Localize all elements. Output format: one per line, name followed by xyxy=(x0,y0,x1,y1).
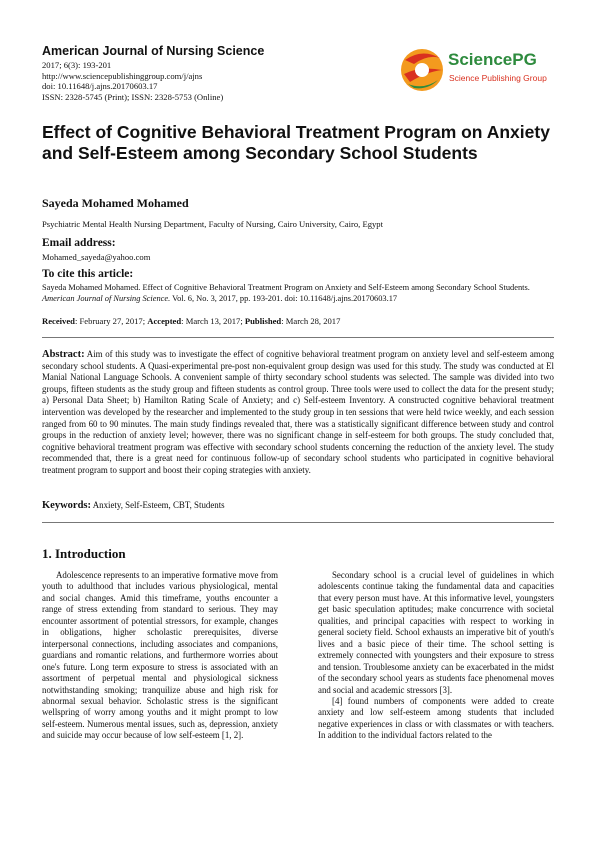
accepted-date: : March 13, 2017; xyxy=(181,316,245,326)
article-dates xyxy=(42,316,340,326)
logo-name: SciencePG xyxy=(448,50,537,69)
column-right xyxy=(318,570,554,742)
author-name: Sayeda Mohamed Mohamed xyxy=(42,196,189,210)
keywords-label: Keywords: xyxy=(42,500,91,511)
article-title: Effect of Cognitive Behavioral Treatment Program on Anxiety and Self-Esteem among Secondary School Students xyxy=(42,122,550,163)
intro-paragraph-2: Secondary school is a crucial level of guidelines in which adolescents continue taking the fundamental data and capacities that every person must have. At this informative level, youngsters get basic speculation aptitudes; make concurrence with societal qualities, and principal capacities with respect to working in general society field. School exhausts an imperative bit of youth's lives and a basic piece of their time. The school setting is extremely connected with youngsters and their exposure to stress and tension. Troublesome anxiety can be exacerbated in the midst of the secondary school years as students face phenomenal moves and social and academic stressors [3]. xyxy=(318,570,554,695)
author-affiliation: Psychiatric Mental Health Nursing Department, Faculty of Nursing, Cairo University, Cairo, Egypt xyxy=(42,219,383,229)
abstract-label: Abstract: xyxy=(42,349,85,360)
doi: doi: 10.11648/j.ajns.20170603.17 xyxy=(42,81,158,91)
intro-paragraph-1: Adolescence represents to an imperative formative move from youth to adulthood that includes various physiological, mental and social changes. Amid this timeframe, youths encounter a range of stress extending from standard to serious. They may encounter assortment of potential stressors, for example, changes in obligations, higher scholastic prerequisites, diverse interpersonal connections, including associates and companions, guardians and romantic relations, and furthermore worries about one's future. Long term exposure to stress is associated with an assortment of perpetual mental and physiological sickness notwithstanding smoking; tranquilize abuse and high risk for abnormal sexual behavior. Scholastic stress is the significant wellspring of worry among youths and it might prompt to low self-esteem. Numerous mental issues, such as, depression, anxiety and suicide may occur because of low self-esteem [1, 2]. xyxy=(42,570,278,741)
cite-heading: To cite this article: xyxy=(42,268,134,280)
volume-pages: 2017; 6(3): 193-201 xyxy=(42,60,112,70)
divider-top xyxy=(42,337,554,338)
citation-journal: American Journal of Nursing Science. xyxy=(42,294,171,304)
citation-part-1: Sayeda Mohamed Mohamed. Effect of Cognitive Behavioral Treatment Program on Anxiety and Self-Esteem among Secondary School Students. xyxy=(42,283,530,292)
journal-url[interactable]: http://www.sciencepublishinggroup.com/j/ajns xyxy=(42,70,203,81)
abstract xyxy=(42,349,554,477)
section-heading-introduction: 1. Introduction xyxy=(42,546,126,561)
column-left xyxy=(42,570,278,742)
accepted-label: Accepted xyxy=(147,316,182,326)
published-date: : March 28, 2017 xyxy=(281,316,341,326)
keywords-text: Anxiety, Self-Esteem, CBT, Students xyxy=(92,500,225,510)
intro-paragraph-3: [4] found numbers of components were added to create anxiety and low self-esteem among students that included negative experiences in class or with classmates or with teachers. In addition to the individual factors related to the xyxy=(318,695,554,741)
journal-name: American Journal of Nursing Science xyxy=(42,44,265,58)
logo-tagline: Science Publishing Group xyxy=(449,73,547,83)
published-label: Published xyxy=(244,316,282,326)
received-label: Received xyxy=(42,316,75,326)
sciencepg-logo xyxy=(398,44,558,96)
abstract-text: Aim of this study was to investigate the effect of cognitive behavioral treatment program on anxiety level and self-esteem among secondary school students. A Quasi-experimental pre-post non-equivalent group design was used for this study. The study was conducted at El Manial National Language Schools. A convenient sample of thirty secondary school students was selected. The sample was divided into two groups, fifteen students as the study group and fifteen students as control group. Three tools were used to collect the data for the present study; a) Personal Data Sheet; b) Hamilton Rating Scale of Anxiety; and c) Self-esteem Inventory. A constructed cognitive behavioral treatment intervention was developed by the researcher and implemented to the study group in ten sessions that were held twice weekly, and each session ranged from 60 to 90 minutes. The main study findings revealed that, there was a statistically significant difference between study and control groups in the reduction of anxiety level; however, there was no significant change in self-esteem for both groups. The study concluded that, cognitive behavioral treatment program was effective with secondary school students concerning the reduction of the anxiety level. The study recommended that, there is a great need for continuous follow-up of secondary school students who participated in cognitive behavioral treatment program to support and boost their coping strategies with anxiety. xyxy=(42,349,555,475)
citation-part-2: Vol. 6, No. 3, 2017, pp. 193-201. doi: 10.11648/j.ajns.20170603.17 xyxy=(170,294,398,304)
citation-text xyxy=(42,282,552,305)
divider-bottom xyxy=(42,522,554,523)
email-heading: Email address: xyxy=(42,237,116,249)
email-address[interactable]: Mohamed_sayeda@yahoo.com xyxy=(42,252,151,262)
keywords xyxy=(42,500,225,511)
received-date: : February 27, 2017; xyxy=(74,316,148,326)
issn: ISSN: 2328-5745 (Print); ISSN: 2328-5753 (Online) xyxy=(42,91,224,102)
